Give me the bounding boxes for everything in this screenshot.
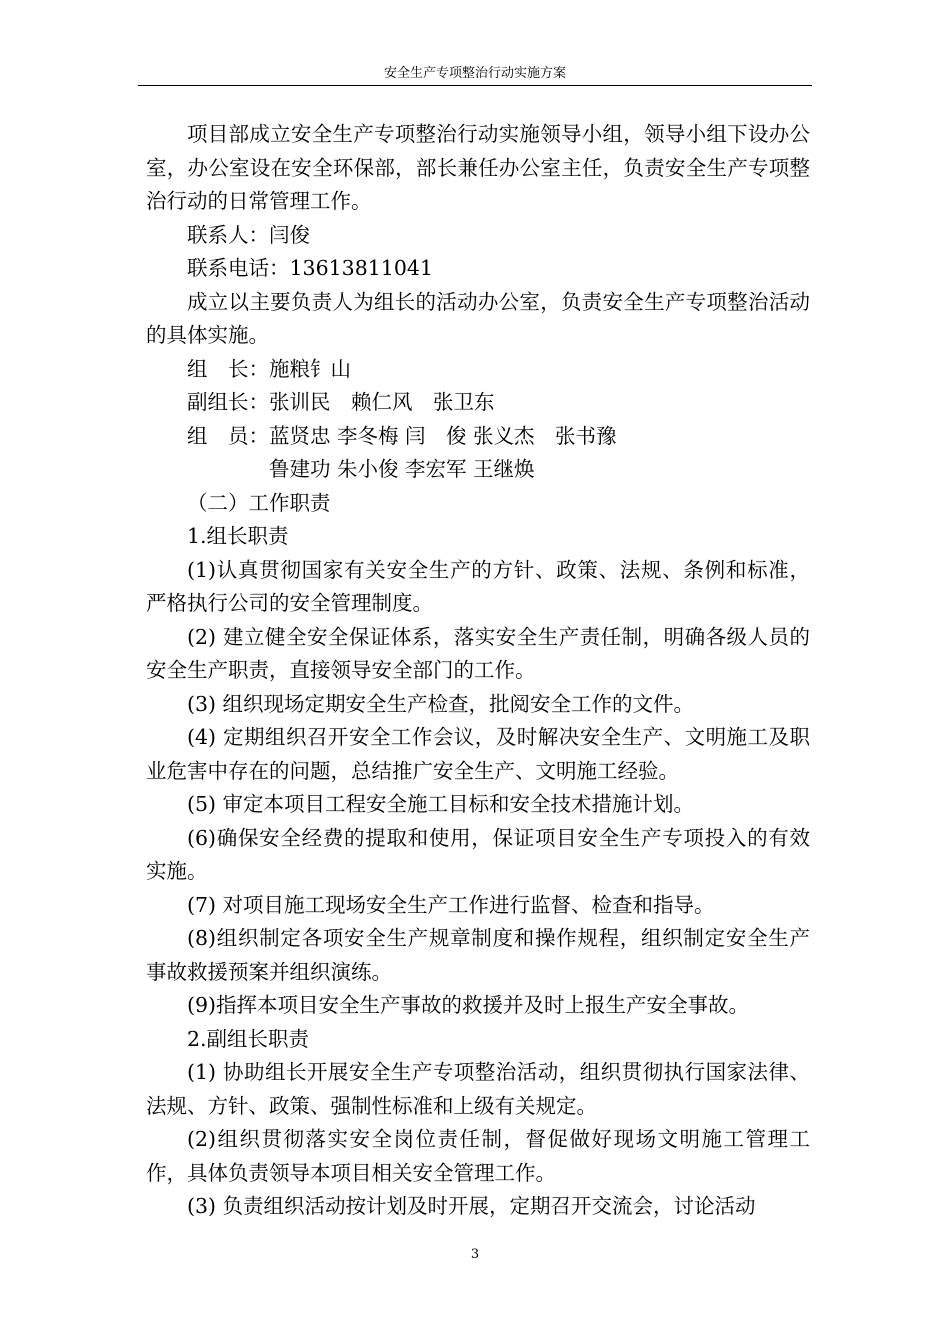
paragraph-contact-person: 联系人：闫俊 [187,222,310,247]
section-heading-duties: （二）工作职责 [187,490,331,515]
duty-item: (6)确保安全经费的提取和使用，保证项目安全生产专项投入的有效实施。 [146,825,810,883]
duty-item: (3) 组织现场定期安全生产检查，批阅安全工作的文件。 [187,691,695,716]
duty-item: (8)组织制定各项安全生产规章制度和操作规程，组织制定安全生产事故救援预案并组织演练。 [146,926,810,984]
duty-item: (5) 审定本项目工程安全施工目标和安全技术措施计划。 [187,792,695,816]
document-body [146,118,810,1224]
page-number: 3 [470,1247,480,1262]
subheading-leader-duties: 1.组长职责 [187,524,289,548]
duty-item: (9)指挥本项目安全生产事故的救援并及时上报生产安全事故。 [187,993,750,1017]
subheading-deputy-duties: 2.副组长职责 [187,1026,310,1051]
paragraph-leading-group: 项目部成立安全生产专项整治行动实施领导小组，领导小组下设办公室，办公室设在安全环保部，部长兼任办公室主任，负责安全生产专项整治行动的日常管理工作。 [146,122,810,213]
paragraph-group-leader: 组 长：施粮钅山 [187,356,351,381]
duty-item: (1) 协助组长开展安全生产专项整治活动，组织贯彻执行国家法律、法规、方针、政策、强制性标准和上级有关规定。 [146,1060,810,1118]
duty-item: (4) 定期组织召开安全工作会议，及时解决安全生产、文明施工及职业危害中存在的问题，总结推广安全生产、文明施工经验。 [146,725,810,783]
paragraph-activity-office: 成立以主要负责人为组长的活动办公室，负责安全生产专项整治活动的具体实施。 [146,289,810,347]
duty-item: (1)认真贯彻国家有关安全生产的方针、政策、法规、条例和标准，严格执行公司的安全管理制度。 [146,557,810,615]
paragraph-members-2: 鲁建功 朱小俊 李宏军 王继焕 [187,457,535,481]
duty-item: (7) 对项目施工现场安全生产工作进行监督、检查和指导。 [187,892,715,917]
paragraph-members-1: 组 员：蓝贤忠 李冬梅 闫 俊 张义杰 张书豫 [187,423,617,448]
duty-item: (2) 建立健全安全保证体系，落实安全生产责任制，明确各级人员的安全生产职责，直接领导安全部门的工作。 [146,624,810,682]
paragraph-contact-phone: 联系电话：13613811041 [187,256,433,280]
paragraph-deputy-leader: 副组长：张训民 赖仁风 张卫东 [187,390,495,414]
duty-item: (2)组织贯彻落实安全岗位责任制，督促做好现场文明施工管理工作，具体负责领导本项目相关安全管理工作。 [146,1127,810,1185]
header-rule [138,85,812,86]
running-header: 安全生产专项整治行动实施方案 [383,66,566,81]
duty-item: (3) 负责组织活动按计划及时开展，定期召开交流会，讨论活动 [187,1194,756,1218]
